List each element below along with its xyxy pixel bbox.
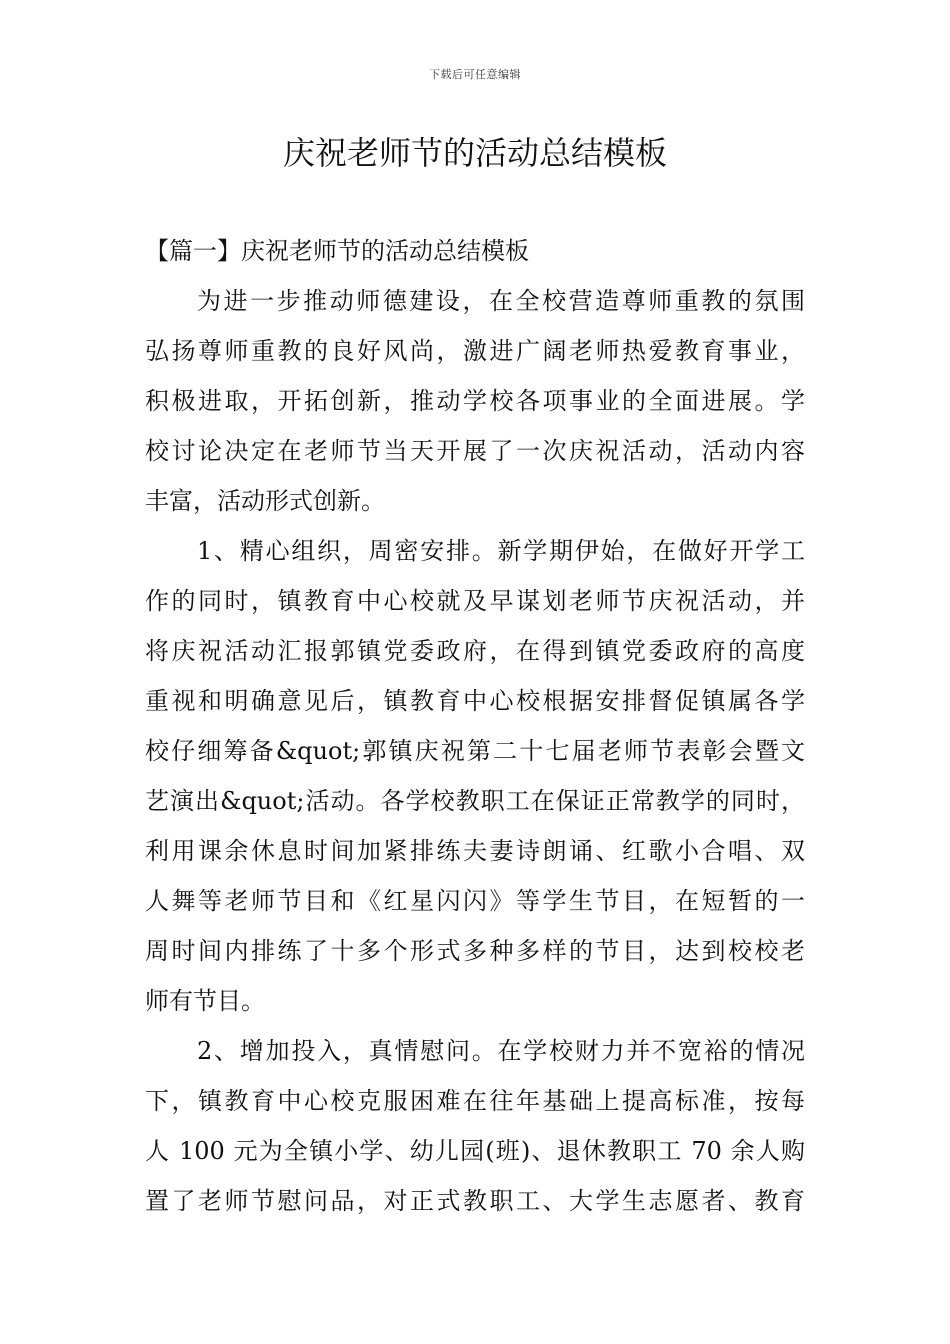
paragraph-item-2 xyxy=(145,1026,805,1226)
section-heading: 【篇一】庆祝老师节的活动总结模板 xyxy=(145,237,529,265)
text-line: 1、精心组织，周密安排。新学期伊始，在做好开学工 xyxy=(197,537,805,565)
text-line: 丰富，活动形式创新。 xyxy=(145,487,385,515)
text-line: 将庆祝活动汇报郭镇党委政府，在得到镇党委政府的高度 xyxy=(145,637,805,665)
text-line: 重视和明确意见后，镇教育中心校根据安排督促镇属各学 xyxy=(145,687,805,715)
text-line: 下，镇教育中心校克服困难在往年基础上提高标准，按每 xyxy=(145,1087,805,1115)
text-line: 周时间内排练了十多个形式多种多样的节目，达到校校老 xyxy=(145,937,805,965)
text-line: 作的同时，镇教育中心校就及早谋划老师节庆祝活动，并 xyxy=(145,587,805,615)
text-line: 置了老师节慰问品，对正式教职工、大学生志愿者、教育 xyxy=(145,1187,805,1215)
text-line: 人 100 元为全镇小学、幼儿园(班)、退休教职工 70 余人购 xyxy=(145,1137,805,1165)
text-line: 2、增加投入，真情慰问。在学校财力并不宽裕的情况 xyxy=(197,1037,805,1065)
document-title: 庆祝老师节的活动总结模板 xyxy=(282,134,667,172)
text-line: 艺演出&quot;活动。各学校教职工在保证正常教学的同时， xyxy=(145,787,805,815)
text-line: 为进一步推动师德建设，在全校营造尊师重教的氛围 xyxy=(197,287,805,315)
document-body xyxy=(145,226,805,1226)
header-note: 下载后可任意编辑 xyxy=(429,68,521,81)
text-line: 积极进取，开拓创新，推动学校各项事业的全面进展。学 xyxy=(145,387,805,415)
text-line: 利用课余休息时间加紧排练夫妻诗朗诵、红歌小合唱、双 xyxy=(145,837,805,865)
text-line: 人舞等老师节目和《红星闪闪》等学生节目，在短暂的一 xyxy=(145,887,805,915)
text-line: 校仔细筹备&quot;郭镇庆祝第二十七届老师节表彰会暨文 xyxy=(145,737,805,765)
text-line: 师有节目。 xyxy=(145,987,265,1015)
text-line: 弘扬尊师重教的良好风尚，激进广阔老师热爱教育事业， xyxy=(145,337,805,365)
text-line: 校讨论决定在老师节当天开展了一次庆祝活动，活动内容 xyxy=(145,437,805,465)
paragraph-item-1 xyxy=(145,526,805,1026)
paragraph-intro xyxy=(145,276,805,526)
